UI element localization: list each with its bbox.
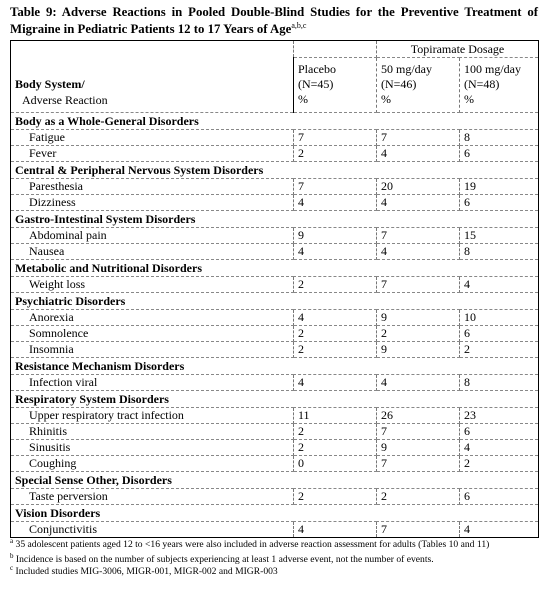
table-row — [11, 424, 539, 440]
footnote — [10, 566, 540, 578]
dose-100mg-value-cell: 4 — [460, 522, 539, 538]
placebo-value-cell: 2 — [294, 277, 377, 293]
placebo-value-cell: 2 — [294, 342, 377, 358]
table-row — [11, 342, 539, 358]
dose-50mg-value-cell: 7 — [377, 130, 460, 146]
dose-100mg-value-cell: 6 — [460, 146, 539, 162]
footnote-text: 35 adolescent patients aged 12 to <16 years were also included in adverse reaction assessment for adults (Tables 10 and 11) — [15, 539, 490, 550]
adverse-reaction-cell: Weight loss — [11, 277, 294, 293]
table-row — [11, 277, 539, 293]
table-row — [11, 195, 539, 211]
section-title: Metabolic and Nutritional Disorders — [11, 260, 539, 277]
dose-50mg-value-cell: 4 — [377, 375, 460, 391]
placebo-value-cell: 7 — [294, 130, 377, 146]
placebo-value-cell: 4 — [294, 195, 377, 211]
placebo-header-spacer — [294, 41, 377, 58]
section-title: Central & Peripheral Nervous System Disorders — [11, 162, 539, 179]
table-row — [11, 130, 539, 146]
dose-100mg-value-cell: 8 — [460, 130, 539, 146]
section-title: Special Sense Other, Disorders — [11, 472, 539, 489]
placebo-value-cell: 7 — [294, 179, 377, 195]
section-row — [11, 391, 539, 408]
dose-100mg-value-cell: 6 — [460, 326, 539, 342]
table-row — [11, 326, 539, 342]
placebo-value-cell: 0 — [294, 456, 377, 472]
section-row — [11, 211, 539, 228]
table-title-text: Table 9: Adverse Reactions in Pooled Double-Blind Studies for the Preventive Treatment of Migraine in Pediatric Patients 12 to 17 Years of Age — [10, 5, 538, 36]
adverse-reaction-cell: Abdominal pain — [11, 228, 294, 244]
column-name: Placebo — [298, 62, 336, 76]
section-row — [11, 260, 539, 277]
dose-100mg-value-cell: 6 — [460, 424, 539, 440]
section-row — [11, 505, 539, 522]
table-row — [11, 408, 539, 424]
dose-50mg-value-cell: 4 — [377, 146, 460, 162]
adverse-reaction-cell: Somnolence — [11, 326, 294, 342]
table-title — [10, 4, 538, 38]
placebo-value-cell: 2 — [294, 489, 377, 505]
footnote-text: Included studies MIG-3006, MIGR-001, MIGR-002 and MIGR-003 — [15, 566, 278, 577]
column-n: (N=45) — [298, 77, 334, 91]
dose-100mg-value-cell: 4 — [460, 440, 539, 456]
dose-50mg-value-cell: 7 — [377, 522, 460, 538]
placebo-value-cell: 4 — [294, 522, 377, 538]
footnote-text: Incidence is based on the number of subjects experiencing at least 1 adverse event, not the number of events. — [15, 554, 434, 565]
table-title-footnote-marks: a,b,c — [291, 21, 307, 30]
adverse-reaction-cell: Rhinitis — [11, 424, 294, 440]
dose-50mg-value-cell: 9 — [377, 310, 460, 326]
placebo-value-cell: 2 — [294, 326, 377, 342]
section-row — [11, 472, 539, 489]
placebo-value-cell: 2 — [294, 146, 377, 162]
column-name: 100 mg/day — [464, 62, 521, 76]
dose-50mg-value-cell: 4 — [377, 195, 460, 211]
footnote — [10, 539, 540, 551]
dose-100mg-value-cell: 8 — [460, 244, 539, 260]
placebo-value-cell: 4 — [294, 375, 377, 391]
table-row — [11, 146, 539, 162]
table-row — [11, 228, 539, 244]
adverse-reaction-cell: Insomnia — [11, 342, 294, 358]
dose-100mg-value-cell: 15 — [460, 228, 539, 244]
dose-50mg-value-cell: 7 — [377, 424, 460, 440]
header-row-dosage — [11, 41, 539, 58]
section-row — [11, 162, 539, 179]
section-title: Gastro-Intestinal System Disorders — [11, 211, 539, 228]
dose-50mg-value-cell: 20 — [377, 179, 460, 195]
footnote — [10, 554, 540, 566]
column-header-placebo — [294, 58, 377, 113]
column-header-100mg — [460, 58, 539, 113]
table-row — [11, 440, 539, 456]
dose-100mg-value-cell: 4 — [460, 277, 539, 293]
placebo-value-cell: 4 — [294, 310, 377, 326]
column-unit: % — [298, 92, 308, 106]
placebo-value-cell: 9 — [294, 228, 377, 244]
section-row — [11, 293, 539, 310]
section-title: Respiratory System Disorders — [11, 391, 539, 408]
table-row — [11, 179, 539, 195]
dose-50mg-value-cell: 7 — [377, 228, 460, 244]
placebo-value-cell: 2 — [294, 440, 377, 456]
adverse-reaction-cell: Conjunctivitis — [11, 522, 294, 538]
column-header-50mg — [377, 58, 460, 113]
topiramate-dosage-header: Topiramate Dosage — [377, 41, 539, 58]
dose-50mg-value-cell: 26 — [377, 408, 460, 424]
dose-50mg-value-cell: 9 — [377, 440, 460, 456]
adverse-reaction-cell: Taste perversion — [11, 489, 294, 505]
dose-100mg-value-cell: 23 — [460, 408, 539, 424]
section-title: Resistance Mechanism Disorders — [11, 358, 539, 375]
adverse-reaction-cell: Upper respiratory tract infection — [11, 408, 294, 424]
column-name: 50 mg/day — [381, 62, 432, 76]
dose-50mg-value-cell: 2 — [377, 326, 460, 342]
body-system-label: Body System/ — [15, 77, 85, 91]
placebo-value-cell: 2 — [294, 424, 377, 440]
adverse-reaction-cell: Nausea — [11, 244, 294, 260]
placebo-value-cell: 4 — [294, 244, 377, 260]
dose-100mg-value-cell: 19 — [460, 179, 539, 195]
section-row — [11, 113, 539, 130]
footnote-mark: b — [10, 552, 14, 560]
dose-100mg-value-cell: 2 — [460, 342, 539, 358]
dose-50mg-value-cell: 7 — [377, 277, 460, 293]
adverse-reaction-cell: Infection viral — [11, 375, 294, 391]
dose-50mg-value-cell: 9 — [377, 342, 460, 358]
section-title: Body as a Whole-General Disorders — [11, 113, 539, 130]
adverse-reaction-cell: Sinusitis — [11, 440, 294, 456]
adverse-reaction-cell: Fever — [11, 146, 294, 162]
adverse-reaction-cell: Dizziness — [11, 195, 294, 211]
dose-50mg-value-cell: 4 — [377, 244, 460, 260]
table-row — [11, 456, 539, 472]
adverse-reaction-cell: Fatigue — [11, 130, 294, 146]
table-row — [11, 489, 539, 505]
body-system-header — [11, 41, 294, 113]
table-row — [11, 375, 539, 391]
adverse-reaction-label: Adverse Reaction — [22, 93, 108, 107]
column-n: (N=48) — [464, 77, 500, 91]
placebo-value-cell: 11 — [294, 408, 377, 424]
section-title: Psychiatric Disorders — [11, 293, 539, 310]
dose-100mg-value-cell: 6 — [460, 195, 539, 211]
column-n: (N=46) — [381, 77, 417, 91]
dose-50mg-value-cell: 2 — [377, 489, 460, 505]
dose-100mg-value-cell: 2 — [460, 456, 539, 472]
footnote-mark: a — [10, 537, 14, 545]
table-row — [11, 522, 539, 538]
dose-50mg-value-cell: 7 — [377, 456, 460, 472]
section-title: Vision Disorders — [11, 505, 539, 522]
footnote-mark: c — [10, 564, 14, 572]
dose-100mg-value-cell: 8 — [460, 375, 539, 391]
column-unit: % — [464, 92, 474, 106]
dose-100mg-value-cell: 10 — [460, 310, 539, 326]
column-unit: % — [381, 92, 391, 106]
adverse-reaction-cell: Paresthesia — [11, 179, 294, 195]
section-row — [11, 358, 539, 375]
adverse-reactions-table — [10, 40, 539, 538]
footnotes — [10, 539, 540, 578]
table-row — [11, 244, 539, 260]
table-row — [11, 310, 539, 326]
adverse-reaction-cell: Coughing — [11, 456, 294, 472]
dose-100mg-value-cell: 6 — [460, 489, 539, 505]
adverse-reaction-cell: Anorexia — [11, 310, 294, 326]
